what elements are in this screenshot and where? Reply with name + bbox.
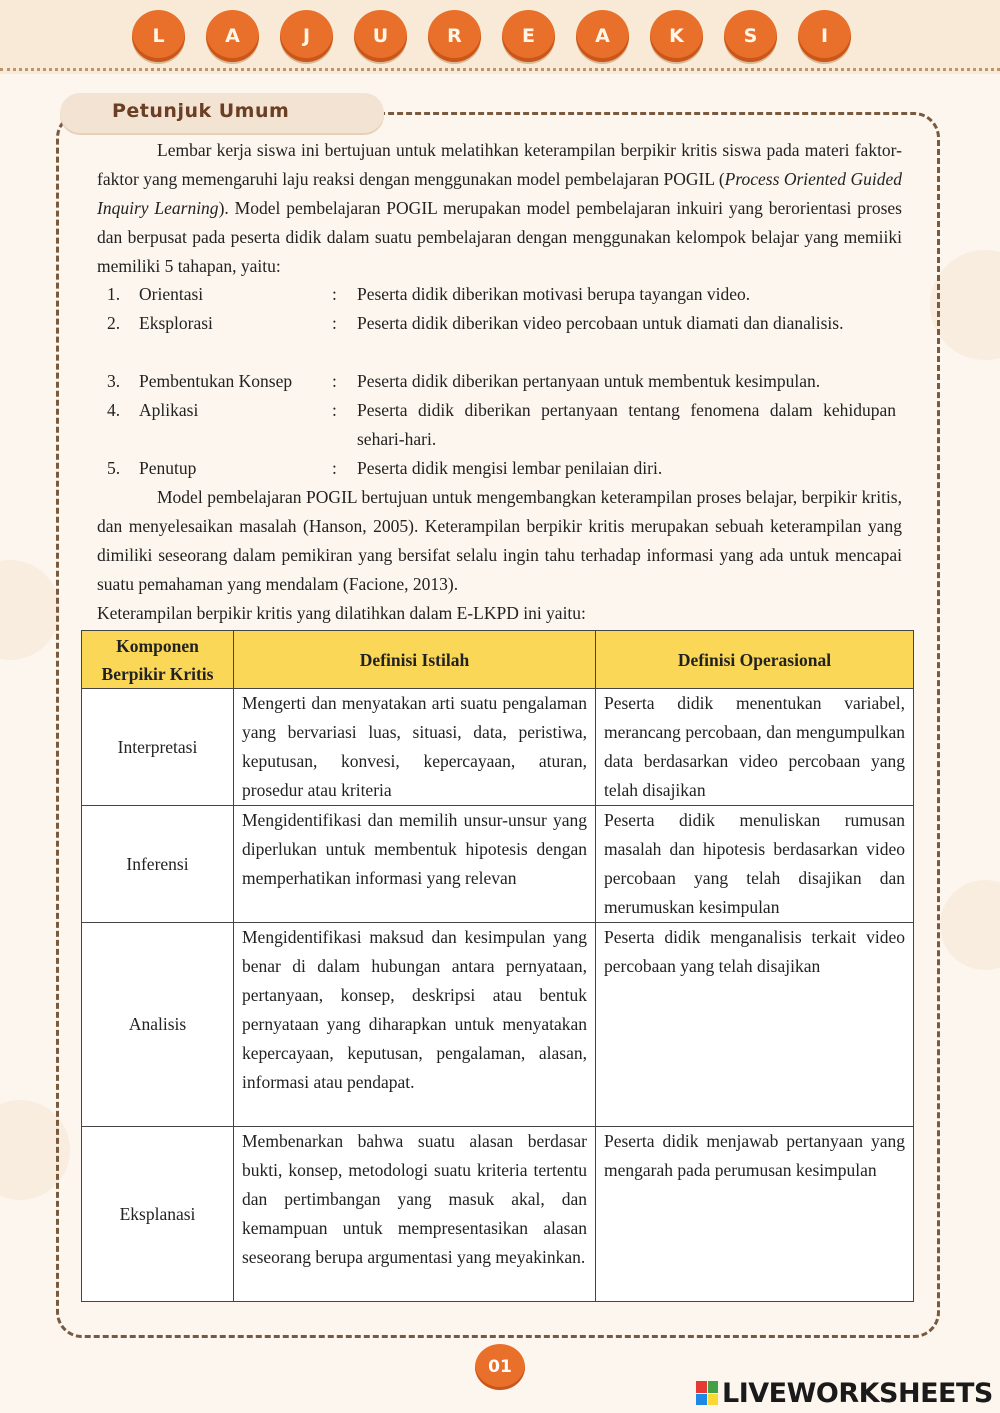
intro-text-b: ). Model pembelajaran POGIL merupakan model pembelajaran inkuiri yang berorientasi proses dan berpusat pada peserta didik dalam suatu pembelajaran dengan menggunakan kelompok belajar yang memiiki memiliki 5 tahapan, yaitu: (97, 198, 902, 276)
istilah-cell: Membenarkan bahwa suatu alasan berdasar bukti, konsep, metodologi suatu kriteria tertentu dan pertimbangan yang masuk akal, dan kemampuan untuk mempresentasikan alasan seseorang berupa argumentasi yang meyakinkan. (234, 1127, 596, 1302)
step-colon: : (332, 313, 337, 333)
intro-text-a: Lembar kerja siswa ini bertujuan untuk melatihkan keterampilan berpikir kritis siswa pada materi faktor-faktor yang memengaruhi laju reaksi dengan menggunakan model pembelajaran POGIL ( (97, 140, 902, 189)
title-letter: A (206, 10, 259, 62)
step-number: 1. (107, 284, 121, 304)
title-letter: K (650, 10, 703, 62)
istilah-cell: Mengidentifikasi maksud dan kesimpulan yang benar di dalam hubungan antara pernyataan, pertanyaan, konsep, deskripsi atau bentuk pernyataan yang diharapkan untuk menyatakan kepercayaan, keputusan, pengalaman, alasan, informasi atau pendapat. (234, 923, 596, 1127)
critical-thinking-paragraph: Model pembelajaran POGIL bertujuan untuk mengembangkan keterampilan proses belajar, berpikir kritis, dan menyelesaikan masalah (Hanson, 2005). Keterampilan berpikir kritis merupakan sebuah keterampilan yang dimiliki seseorang dalam pemikiran yang bersifat selalu ingin tahu terhadap informasi yang ada untuk mencapai suatu pemahaman yang mendalam (Facione, 2013). (97, 487, 902, 594)
step-colon: : (332, 371, 337, 391)
table-row (82, 1127, 914, 1302)
background-decoration (940, 880, 1000, 970)
operasional-cell: Peserta didik menjawab pertanyaan yang mengarah pada perumusan kesimpulan (596, 1127, 914, 1302)
title-letter: J (280, 10, 333, 62)
step-name: Aplikasi (139, 400, 199, 420)
step-description: Peserta didik diberikan video percobaan untuk diamati dan dianalisis. (357, 313, 844, 333)
table-header: Definisi Operasional (596, 631, 914, 689)
intro-paragraph (97, 136, 902, 281)
critical-thinking-table (81, 630, 914, 1302)
operasional-cell: Peserta didik menentukan variabel, merancang percobaan, dan mengumpulkan data berdasarkan video percobaan yang telah disajikan (596, 689, 914, 806)
step-description: Peserta didik diberikan motivasi berupa tayangan video. (357, 284, 751, 304)
component-cell: Interpretasi (82, 689, 234, 806)
component-cell: Eksplanasi (82, 1127, 234, 1302)
step-description: Peserta didik diberikan pertanyaan untuk membentuk kesimpulan. (357, 371, 821, 391)
table-row (82, 806, 914, 923)
table-intro-text: Keterampilan berpikir kritis yang dilatihkan dalam E-LKPD ini yaitu: (97, 603, 586, 623)
component-cell: Inferensi (82, 806, 234, 923)
table-header: Definisi Istilah (234, 631, 596, 689)
liveworksheets-icon (696, 1381, 718, 1405)
step-name: Eksplorasi (139, 313, 213, 333)
liveworksheets-brand: LIVEWORKSHEETS (722, 1377, 993, 1409)
title-letter: U (354, 10, 407, 62)
title-letter: R (428, 10, 481, 62)
liveworksheets-logo[interactable] (696, 1376, 993, 1410)
header-divider (0, 68, 1000, 71)
title-letter: S (724, 10, 777, 62)
step-colon: : (332, 400, 337, 420)
step-description: Peserta didik mengisi lembar penilaian diri. (357, 458, 663, 478)
step-number: 5. (107, 458, 121, 478)
operasional-cell: Peserta didik menganalisis terkait video percobaan yang telah disajikan (596, 923, 914, 1127)
page-title (132, 10, 851, 62)
step-name: Penutup (139, 458, 197, 478)
title-letter: L (132, 10, 185, 62)
istilah-cell: Mengidentifikasi dan memilih unsur-unsur yang diperlukan untuk membentuk hipotesis dengan memperhatikan informasi yang relevan (234, 806, 596, 923)
table-row (82, 689, 914, 806)
section-title: Petunjuk Umum (112, 100, 290, 122)
table-row (82, 923, 914, 1127)
istilah-cell: Mengerti dan menyatakan arti suatu pengalaman yang bervariasi luas, situasi, data, peristiwa, keputusan, konvesi, kepercayaan, aturan, prosedur atau kriteria (234, 689, 596, 806)
component-cell: Analisis (82, 923, 234, 1127)
background-decoration (930, 250, 1000, 360)
operasional-cell: Peserta didik menuliskan rumusan masalah dan hipotesis berdasarkan video percobaan yang telah disajikan dan merumuskan kesimpulan (596, 806, 914, 923)
title-letter: A (576, 10, 629, 62)
step-description: Peserta didik diberikan pertanyaan tentang fenomena dalam kehidupan sehari-hari. (357, 400, 896, 449)
step-number: 4. (107, 400, 121, 420)
step-name: Orientasi (139, 284, 204, 304)
title-letter: E (502, 10, 555, 62)
title-letter: I (798, 10, 851, 62)
step-colon: : (332, 458, 337, 478)
table-header-row (82, 631, 914, 689)
step-name: Pembentukan Konsep (139, 371, 293, 391)
step-number: 3. (107, 371, 121, 391)
page-number: 01 (475, 1344, 525, 1390)
intro-text-italic: Process Oriented Guided Inquiry Learning (97, 169, 902, 218)
step-colon: : (332, 284, 337, 304)
step-number: 2. (107, 313, 121, 333)
background-decoration (0, 560, 60, 660)
table-header: Komponen Berpikir Kritis (82, 631, 234, 689)
